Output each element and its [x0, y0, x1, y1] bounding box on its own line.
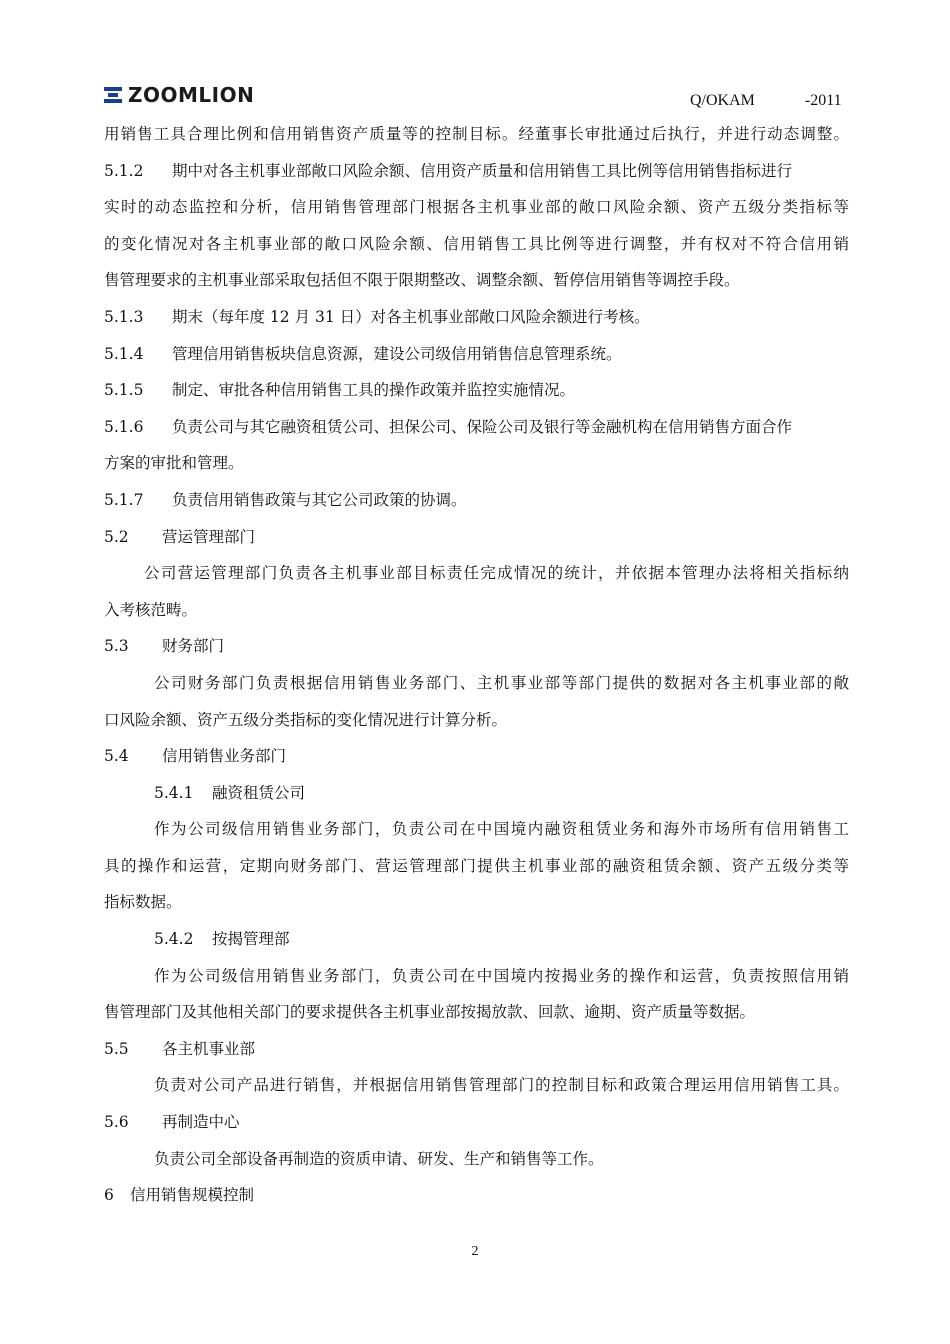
document-body — [104, 116, 849, 1214]
subsection-5-4-1-heading — [104, 775, 849, 812]
doc-code-label: Q/OKAM — [690, 92, 755, 109]
paragraph-line: 入考核范畴。 — [104, 600, 198, 619]
clause-5-1-7 — [104, 482, 849, 519]
clause-number: 5.1.6 — [104, 417, 144, 436]
subsection-5-4-2-heading — [104, 921, 849, 958]
section-title: 信用销售规模控制 — [130, 1186, 255, 1205]
clause-5-1-5 — [104, 372, 849, 409]
clause-text: 制定、审批各种信用销售工具的操作政策并监控实施情况。 — [172, 381, 576, 400]
document-code — [690, 92, 842, 110]
clause-number: 5.1.4 — [104, 344, 144, 363]
paragraph-line: 负责公司全部设备再制造的资质申请、研发、生产和销售等工作。 — [154, 1149, 604, 1168]
logo-text: ZOOMLION — [128, 83, 255, 107]
clause-number: 5.1.5 — [104, 381, 144, 400]
clause-number: 5.1.2 — [104, 161, 144, 180]
paragraph-line: 指标数据。 — [104, 893, 182, 912]
paragraph-line: 口风险余额、资产五级分类指标的变化情况进行计算分析。 — [104, 710, 508, 729]
subsection-title: 按揭管理部 — [212, 930, 290, 949]
clause-5-1-2 — [104, 153, 849, 190]
clause-number: 5.1.7 — [104, 490, 144, 509]
clause-text: 负责信用销售政策与其它公司政策的协调。 — [172, 490, 467, 509]
section-number: 5.6 — [104, 1113, 129, 1132]
clause-text: 期中对各主机事业部敞口风险余额、信用资产质量和信用销售工具比例等信用销售指标进行 — [172, 161, 793, 180]
subsection-number: 5.4.2 — [154, 930, 194, 949]
section-number: 5.5 — [104, 1039, 129, 1058]
company-logo — [104, 82, 254, 108]
page-header — [0, 0, 950, 120]
paragraph-line: 售管理要求的主机事业部采取包括但不限于限期整改、调整余额、暂停信用销售等调控手段。 — [104, 271, 740, 290]
paragraph-line: 作为公司级信用销售业务部门，负责公司在中国境内按揭业务的操作和运营，负责按照信用销 — [154, 966, 849, 985]
paragraph-line: 作为公司级信用销售业务部门，负责公司在中国境内融资租赁业务和海外市场所有信用销售工 — [154, 820, 849, 839]
paragraph-line: 负责对公司产品进行销售，并根据信用销售管理部门的控制目标和政策合理运用信用销售工具。 — [154, 1076, 849, 1095]
subsection-title: 融资租赁公司 — [212, 783, 306, 802]
clause-text: 管理信用销售板块信息资源，建设公司级信用销售信息管理系统。 — [172, 344, 622, 363]
section-5-5-heading — [104, 1031, 849, 1068]
paragraph-line: 实时的动态监控和分析，信用销售管理部门根据各主机事业部的敞口风险余额、资产五级分类指标等 — [104, 198, 849, 217]
section-5-4-heading — [104, 738, 849, 775]
section-number: 5.3 — [104, 637, 129, 656]
section-5-2-heading — [104, 519, 849, 556]
zoomlion-logo-icon — [104, 87, 122, 103]
paragraph-line: 公司财务部门负责根据信用销售业务部门、主机事业部等部门提供的数据对各主机事业部的敞 — [154, 673, 849, 692]
section-number: 5.4 — [104, 747, 129, 766]
section-number: 6 — [104, 1186, 114, 1205]
clause-number: 5.1.3 — [104, 307, 144, 326]
paragraph-line: 的变化情况对各主机事业部的敞口风险余额、信用销售工具比例等进行调整，并有权对不符合信用销 — [104, 234, 849, 253]
paragraph-line: 方案的审批和管理。 — [104, 454, 244, 473]
paragraph-line: 用销售工具合理比例和信用销售资产质量等的控制目标。经董事长审批通过后执行，并进行动态调整。 — [104, 125, 849, 143]
section-5-3-heading — [104, 628, 849, 665]
clause-5-1-4 — [104, 336, 849, 373]
section-title: 各主机事业部 — [162, 1039, 256, 1058]
section-title: 再制造中心 — [162, 1113, 240, 1132]
paragraph-line: 售管理部门及其他相关部门的要求提供各主机事业部按揭放款、回款、逾期、资产质量等数据。 — [104, 1003, 756, 1022]
section-number: 5.2 — [104, 527, 129, 546]
doc-code-year: -2011 — [804, 92, 842, 109]
clause-5-1-6 — [104, 409, 849, 446]
page-number: 2 — [471, 1244, 479, 1259]
section-title: 财务部门 — [162, 637, 225, 656]
section-5-6-heading — [104, 1104, 849, 1141]
paragraph-line: 具的操作和运营，定期向财务部门、营运管理部门提供主机事业部的融资租赁余额、资产五级分类等 — [104, 856, 849, 875]
subsection-number: 5.4.1 — [154, 783, 194, 802]
section-title: 信用销售业务部门 — [162, 747, 287, 766]
clause-text: 负责公司与其它融资租赁公司、担保公司、保险公司及银行等金融机构在信用销售方面合作 — [172, 417, 793, 436]
section-title: 营运管理部门 — [162, 527, 256, 546]
section-6-heading — [104, 1177, 849, 1214]
clause-text: 期末（每年度 12 月 31 日）对各主机事业部敞口风险余额进行考核。 — [172, 307, 650, 326]
paragraph-line: 公司营运管理部门负责各主机事业部目标责任完成情况的统计，并依据本管理办法将相关指标纳 — [144, 564, 849, 583]
clause-5-1-3 — [104, 299, 849, 336]
